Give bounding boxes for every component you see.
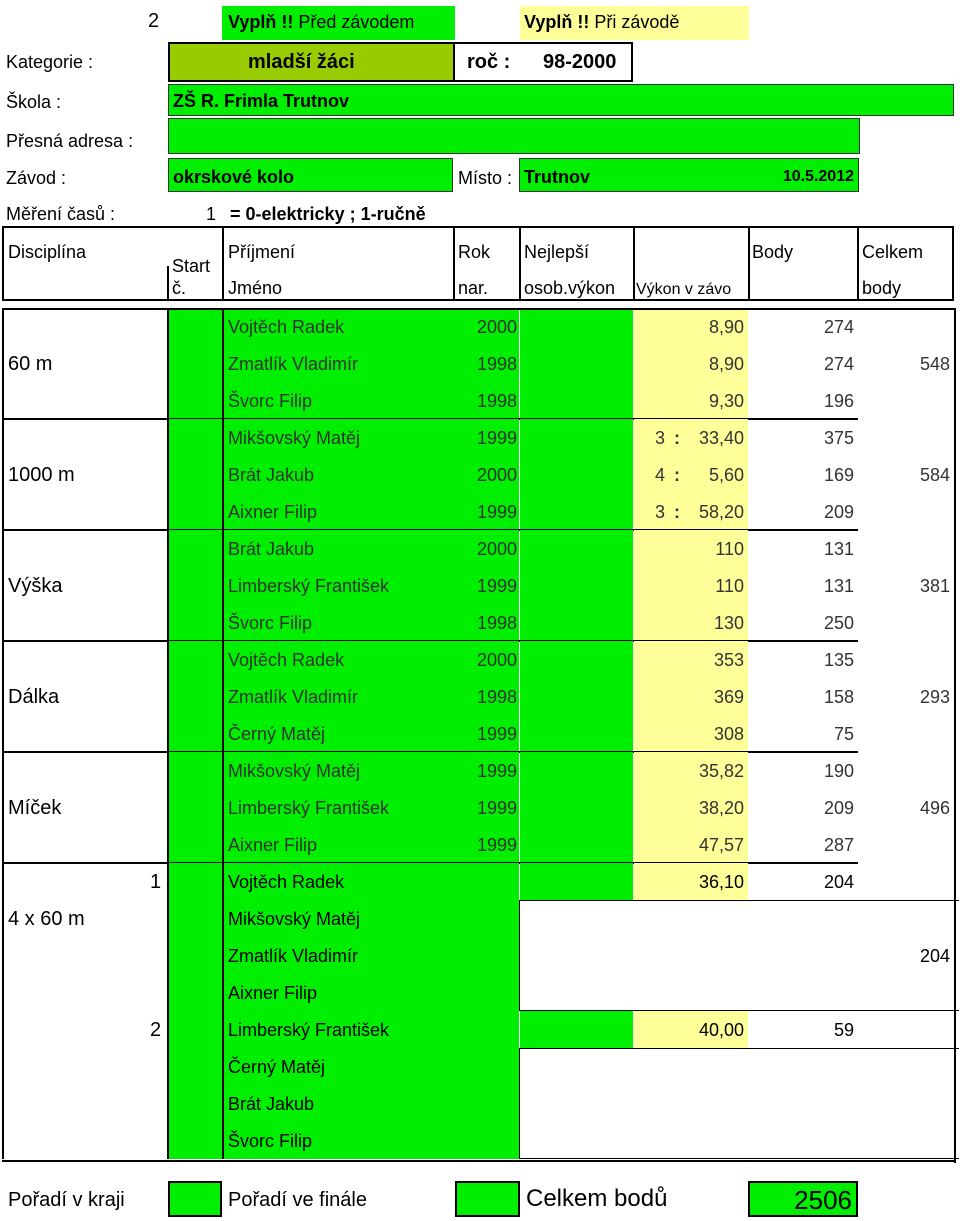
- points-value: 274: [823, 317, 854, 337]
- relay-member: Aixner Filip: [228, 983, 318, 1003]
- points-value: 196: [823, 391, 854, 411]
- athlete-name: Zmatlík Vladimír: [228, 354, 359, 374]
- start-cell[interactable]: [168, 419, 222, 530]
- address-label: Přesná adresa :: [6, 131, 134, 151]
- discipline-name: 4 x 60 m: [8, 908, 85, 930]
- birth-year: 1999: [476, 835, 517, 855]
- best-cell[interactable]: [520, 1011, 633, 1048]
- performance-value: 38,20: [698, 798, 744, 818]
- fill-before-bold: Vyplň !!: [228, 12, 294, 32]
- points-value: 287: [823, 835, 854, 855]
- relay-member: Brát Jakub: [228, 1094, 315, 1114]
- header-surname: Příjmení: [228, 242, 296, 262]
- start-cell[interactable]: [168, 641, 222, 752]
- performance-value: 5,60: [708, 465, 744, 485]
- best-cell[interactable]: [520, 308, 633, 419]
- discipline-total: 204: [919, 946, 950, 966]
- region-rank-label: Pořadí v kraji: [8, 1189, 125, 1211]
- start-cell[interactable]: [168, 530, 222, 641]
- category-value: mladší žáci: [248, 51, 355, 73]
- points-value: 190: [823, 761, 854, 781]
- birth-year: 2000: [476, 650, 517, 670]
- discipline-total: 293: [919, 687, 950, 707]
- points-value: 135: [823, 650, 854, 670]
- athlete-name: Limberský František: [228, 798, 390, 818]
- birth-year: 1999: [476, 761, 517, 781]
- points-value: 204: [823, 872, 854, 892]
- final-rank-label: Pořadí ve finále: [228, 1189, 367, 1211]
- athlete-name: Vojtěch Radek: [228, 317, 345, 337]
- relay-member: Zmatlík Vladimír: [228, 946, 359, 966]
- place-value: Trutnov: [524, 167, 590, 187]
- header-best2: osob.výkon: [524, 278, 616, 298]
- best-cell[interactable]: [520, 530, 633, 641]
- header-start: Start: [172, 256, 211, 276]
- header-performance: Výkon v závo: [636, 281, 732, 298]
- birth-year: 2000: [476, 539, 517, 559]
- total-points-field: [748, 1181, 858, 1217]
- year-label: roč :: [467, 51, 511, 73]
- timing-note: = 0-elektricky ; 1-ručně: [230, 204, 426, 224]
- birth-year: 1999: [476, 428, 517, 448]
- minutes: 4: [655, 465, 666, 485]
- athlete-name: Aixner Filip: [228, 835, 318, 855]
- fill-during-rest: Při závodě: [589, 12, 680, 32]
- athlete-name: Černý Matěj: [228, 724, 326, 744]
- relay-start-number: 1: [150, 871, 162, 893]
- athlete-name: Mikšovský Matěj: [228, 428, 361, 448]
- start-cell[interactable]: [168, 863, 222, 1159]
- points-value: 131: [823, 539, 854, 559]
- header-name: Jméno: [228, 278, 283, 298]
- performance-value: 353: [713, 650, 744, 670]
- relay-member: Černý Matěj: [228, 1057, 326, 1077]
- time-separator: :: [674, 502, 680, 522]
- address-field[interactable]: [168, 118, 860, 154]
- place-label: Místo :: [458, 168, 513, 188]
- header-best: Nejlepší: [524, 242, 590, 262]
- relay-member: Vojtěch Radek: [228, 872, 345, 892]
- discipline-name: 60 m: [8, 353, 53, 375]
- category-field[interactable]: [168, 42, 455, 82]
- total-points-label: Celkem bodů: [526, 1185, 668, 1212]
- category-label: Kategorie :: [6, 52, 94, 72]
- birth-year: 1999: [476, 798, 517, 818]
- relay-member: Švorc Filip: [228, 1131, 313, 1151]
- performance-value: 36,10: [698, 872, 744, 892]
- performance-value: 8,90: [708, 354, 744, 374]
- points-value: 59: [833, 1020, 854, 1040]
- school-value: ZŠ R. Frimla Trutnov: [173, 91, 350, 111]
- school-field[interactable]: [168, 84, 954, 116]
- birth-year: 2000: [476, 317, 517, 337]
- athlete-name: Mikšovský Matěj: [228, 761, 361, 781]
- birth-year: 1998: [476, 354, 517, 374]
- fill-during-bold: Vyplň !!: [524, 12, 590, 32]
- total-points-value: 2506: [794, 1185, 852, 1215]
- athlete-name: Švorc Filip: [228, 391, 313, 411]
- athlete-name: Brát Jakub: [228, 465, 315, 485]
- best-cell[interactable]: [520, 641, 633, 752]
- performance-value: 308: [713, 724, 744, 744]
- points-value: 375: [823, 428, 854, 448]
- race-value: okrskové kolo: [173, 167, 295, 187]
- race-field[interactable]: [168, 158, 453, 192]
- performance-value: 110: [715, 539, 744, 559]
- discipline-name: Výška: [8, 575, 63, 597]
- performance-value: 130: [713, 613, 744, 633]
- year-range-field[interactable]: [453, 42, 633, 82]
- performance-value: 8,90: [708, 317, 744, 337]
- points-value: 250: [823, 613, 854, 633]
- athlete-name: Limberský František: [228, 576, 390, 596]
- final-rank-field[interactable]: [455, 1181, 520, 1217]
- date-value: 10.5.2012: [782, 168, 854, 185]
- header-discipline: Disciplína: [8, 242, 87, 262]
- race-label: Závod :: [6, 168, 67, 188]
- points-value: 209: [823, 798, 854, 818]
- birth-year: 1998: [476, 391, 517, 411]
- discipline-total: 548: [919, 354, 950, 374]
- performance-value: 47,57: [698, 835, 744, 855]
- athlete-name: Aixner Filip: [228, 502, 318, 522]
- header-start-no: č.: [172, 278, 187, 298]
- fill-during-note: [520, 6, 749, 40]
- points-value: 158: [823, 687, 854, 707]
- discipline-total: 381: [919, 576, 950, 596]
- header-total2: body: [862, 278, 902, 298]
- athlete-name: Zmatlík Vladimír: [228, 687, 359, 707]
- sheet-number: 2: [148, 10, 160, 32]
- performance-value: 33,40: [698, 428, 744, 448]
- start-cell[interactable]: [168, 752, 222, 863]
- points-value: 209: [823, 502, 854, 522]
- performance-value: 58,20: [698, 502, 744, 522]
- birth-year: 1999: [476, 502, 517, 522]
- school-label: Škola :: [6, 92, 62, 112]
- points-value: 131: [823, 576, 854, 596]
- points-value: 274: [823, 354, 854, 374]
- birth-year: 2000: [476, 465, 517, 485]
- performance-value: 110: [715, 576, 744, 596]
- relay-member: Mikšovský Matěj: [228, 909, 361, 929]
- performance-value: 40,00: [698, 1020, 744, 1040]
- start-cell[interactable]: [168, 308, 222, 419]
- timing-value[interactable]: 1: [206, 204, 217, 224]
- performance-value: 369: [713, 687, 744, 707]
- best-cell[interactable]: [520, 419, 633, 530]
- header-year: Rok: [458, 242, 491, 262]
- year-value: 98-2000: [543, 51, 617, 73]
- best-cell[interactable]: [520, 752, 633, 863]
- discipline-name: Dálka: [8, 686, 60, 708]
- relay-member: Limberský František: [228, 1020, 390, 1040]
- performance-value: 35,82: [698, 761, 744, 781]
- header-year2: nar.: [458, 278, 489, 298]
- athlete-name: Brát Jakub: [228, 539, 315, 559]
- fill-before-note: [222, 6, 455, 40]
- fill-before-rest: Před závodem: [293, 12, 415, 32]
- region-rank-field[interactable]: [168, 1181, 222, 1217]
- relay-empty-box: [519, 1048, 959, 1159]
- points-value: 75: [833, 724, 854, 744]
- athlete-name: Švorc Filip: [228, 613, 313, 633]
- minutes: 3: [655, 502, 666, 522]
- birth-year: 1999: [476, 724, 517, 744]
- time-separator: :: [674, 465, 680, 485]
- relay-start-number: 2: [150, 1019, 162, 1041]
- header-total: Celkem: [862, 242, 924, 262]
- timing-label: Měření časů :: [6, 204, 116, 224]
- birth-year: 1998: [476, 613, 517, 633]
- header-points: Body: [752, 242, 794, 262]
- best-cell[interactable]: [520, 863, 633, 900]
- minutes: 3: [655, 428, 666, 448]
- time-separator: :: [674, 428, 680, 448]
- performance-value: 9,30: [708, 391, 744, 411]
- discipline-total: 496: [919, 798, 950, 818]
- discipline-name: 1000 m: [8, 464, 75, 486]
- discipline-total: 584: [919, 465, 950, 485]
- place-field[interactable]: [519, 158, 859, 192]
- points-value: 169: [823, 465, 854, 485]
- birth-year: 1999: [476, 576, 517, 596]
- birth-year: 1998: [476, 687, 517, 707]
- discipline-name: Míček: [8, 797, 62, 819]
- athlete-name: Vojtěch Radek: [228, 650, 345, 670]
